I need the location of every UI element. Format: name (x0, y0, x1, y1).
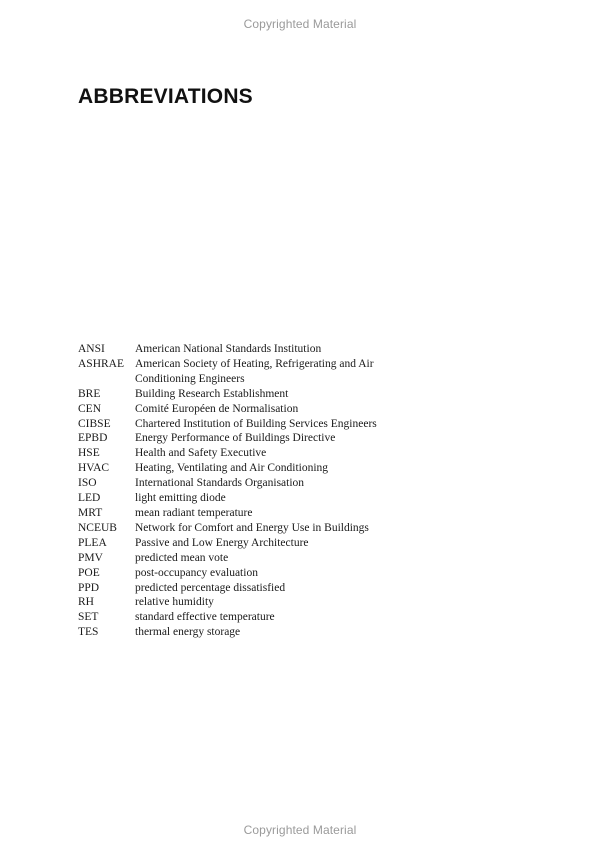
abbreviation-term: ANSI (78, 343, 105, 355)
abbreviation-term: POE (78, 566, 100, 579)
abbreviation-row (78, 402, 418, 417)
abbreviation-row (78, 387, 418, 402)
abbreviation-row (78, 417, 418, 432)
abbreviation-definition: relative humidity (135, 596, 214, 609)
abbreviation-definition: mean radiant temperature (135, 506, 253, 519)
abbreviation-term: PLEA (78, 536, 107, 549)
abbreviation-term: PPD (78, 581, 100, 594)
abbreviation-list (78, 342, 418, 640)
abbreviation-definition: standard effective temperature (135, 611, 275, 624)
abbreviation-definition: Comité Européen de Normalisation (135, 402, 299, 415)
abbreviation-row (78, 536, 418, 551)
abbreviation-row (78, 581, 418, 596)
abbreviation-row (78, 551, 418, 566)
abbreviation-definition: International Standards Organisation (135, 477, 305, 490)
abbreviation-term: LED (78, 492, 101, 505)
abbreviation-row (78, 566, 418, 581)
abbreviation-definition: Heating, Ventilating and Air Conditioning (135, 462, 329, 475)
abbreviation-row (78, 446, 418, 461)
abbreviation-term: TES (78, 626, 99, 639)
abbreviation-definition: light emitting diode (135, 492, 226, 505)
abbreviation-term: NCEUB (78, 521, 117, 534)
abbreviation-definition: post-occupancy evaluation (135, 566, 258, 579)
abbreviation-term: RH (78, 596, 94, 609)
abbreviation-row (78, 491, 418, 506)
abbreviation-row (78, 461, 418, 476)
abbreviation-term: BRE (78, 387, 101, 400)
abbreviation-definition: Network for Comfort and Energy Use in Buildings (135, 521, 369, 534)
abbreviation-row (78, 431, 418, 446)
abbreviation-term: SET (78, 611, 99, 624)
abbreviation-definition: predicted percentage dissatisfied (135, 581, 286, 594)
abbreviation-term: HSE (78, 447, 100, 460)
abbreviation-row (78, 610, 418, 625)
abbreviation-row (78, 476, 418, 491)
copyright-watermark-bottom: Copyrighted Material (243, 823, 357, 837)
abbreviation-row (78, 521, 418, 536)
abbreviation-term: HVAC (78, 462, 110, 475)
abbreviation-definition: thermal energy storage (135, 626, 241, 639)
abbreviation-row (78, 357, 418, 387)
abbreviation-definition: Chartered Institution of Building Services Engineers (135, 417, 377, 430)
abbreviation-term: PMV (78, 551, 103, 564)
abbreviation-definition: Building Research Establishment (135, 387, 289, 400)
abbreviation-row (78, 342, 418, 357)
abbreviation-term: EPBD (78, 432, 108, 445)
abbreviation-term: ASHRAE (78, 357, 125, 370)
abbreviation-definition: predicted mean vote (135, 551, 229, 564)
abbreviation-term: MRT (78, 506, 103, 519)
abbreviation-definition: Health and Safety Executive (135, 447, 267, 460)
abbreviation-definition: American Society of Heating, Refrigerating and Air Conditioning Engineers (135, 357, 374, 385)
copyright-watermark-top: Copyrighted Material (243, 17, 357, 31)
page-title: ABBREVIATIONS (78, 85, 253, 108)
abbreviation-row (78, 506, 418, 521)
abbreviation-term: CEN (78, 402, 101, 415)
abbreviation-definition: Passive and Low Energy Architecture (135, 536, 309, 549)
abbreviation-term: CIBSE (78, 417, 111, 430)
abbreviation-definition: American National Standards Institution (135, 343, 322, 355)
abbreviation-row (78, 625, 418, 640)
abbreviation-row (78, 595, 418, 610)
abbreviation-definition: Energy Performance of Buildings Directive (135, 432, 336, 445)
abbreviation-term: ISO (78, 477, 97, 490)
